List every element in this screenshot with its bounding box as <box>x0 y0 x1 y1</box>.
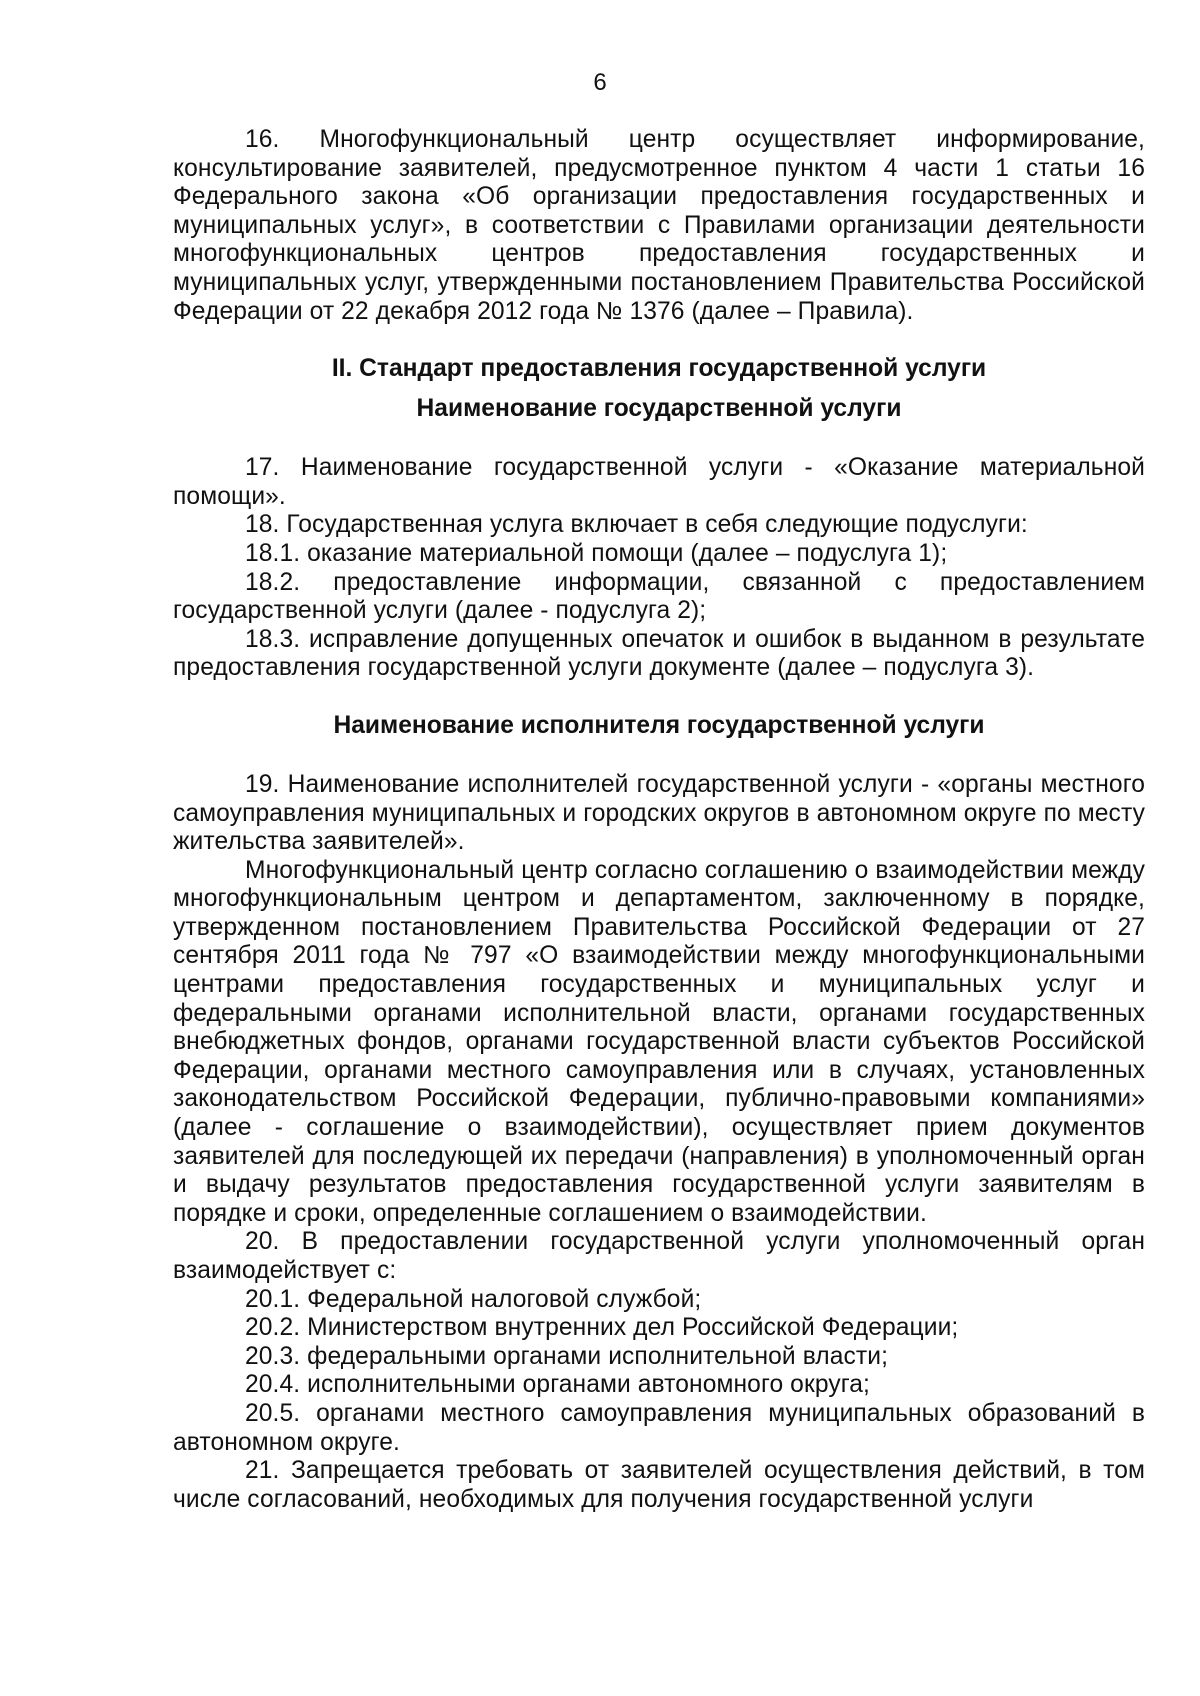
paragraph-mfc-agreement: Многофункциональный центр согласно соглашению о взаимодействии между многофункциональным центром и департаментом, заключенному в порядке, утвержденном постановлением Правительства Российской Федерации от 27 сентября 2011 года № 797 «О взаимодействии между многофункциональными центрами предоставления государственных и муниципальных услуг и федеральными органами исполнительной власти, органами государственных внебюджетных фондов, органами государственной власти субъектов Российской Федерации, органами местного самоуправления или в случаях, установленных законодательством Российской Федерации, публично-правовыми компаниями» (далее - соглашение о взаимодействии), осуществляет прием документов заявителей для последующей их передачи (направления) в уполномоченный орган и выдачу результатов предоставления государственной услуги заявителям в порядке и сроки, определенные соглашением о взаимодействии. <box>173 856 1145 1227</box>
document-body <box>173 126 1145 1514</box>
paragraph-21: 21. Запрещается требовать от заявителей осуществления действий, в том числе согласований, необходимых для получения государственной услуги <box>173 1457 1145 1513</box>
paragraph-20-5: 20.5. органами местного самоуправления муниципальных образований в автономном округе. <box>173 1399 1145 1456</box>
paragraph-18: 18. Государственная услуга включает в себя следующие подуслуги: <box>245 511 1028 539</box>
paragraph-20-2: 20.2. Министерством внутренних дел Российской Федерации; <box>245 1314 959 1342</box>
paragraph-18-1: 18.1. оказание материальной помощи (далее – подуслуга 1); <box>245 539 948 567</box>
paragraph-17: 17. Наименование государственной услуги - «Оказание материальной помощи». <box>173 454 1145 510</box>
section-title: II. Стандарт предоставления государственной услуги <box>331 355 987 383</box>
paragraph-18-2: 18.2. предоставление информации, связанной с предоставлением государственной услуги (далее - подуслуга 2); <box>173 568 1145 625</box>
paragraph-16: 16. Многофункциональный центр осуществляет информирование, консультирование заявителей, предусмотренное пунктом 4 части 1 статьи 16 Федерального закона «Об организации предоставления государственных и муниципальных услуг», в соответствии с Правилами организации деятельности многофункциональных центров предоставления государственных и муниципальных услуг, утвержденными постановлением Правительства Российской Федерации от 22 декабря 2012 года № 1376 (далее – Правила). <box>173 126 1145 325</box>
subsection-title-service-name: Наименование государственной услуги <box>416 395 902 423</box>
paragraph-20-1: 20.1. Федеральной налоговой службой; <box>245 1285 702 1313</box>
paragraph-19: 19. Наименование исполнителей государственной услуги - «органы местного самоуправления муниципальных и городских округов в автономном округе по месту жительства заявителей». <box>173 770 1145 856</box>
paragraph-20-3: 20.3. федеральными органами исполнительной власти; <box>245 1342 889 1370</box>
paragraph-20-4: 20.4. исполнительными органами автономного округа; <box>245 1371 870 1399</box>
page-number: 6 <box>593 69 607 96</box>
paragraph-18-3: 18.3. исправление допущенных опечаток и ошибок в выданном в результате предоставления государственной услуги документе (далее – подуслуга 3). <box>173 625 1145 682</box>
paragraph-20: 20. В предоставлении государственной услуги уполномоченный орган взаимодействует с: <box>173 1228 1145 1284</box>
subsection-title-executor: Наименование исполнителя государственной услуги <box>333 711 985 739</box>
